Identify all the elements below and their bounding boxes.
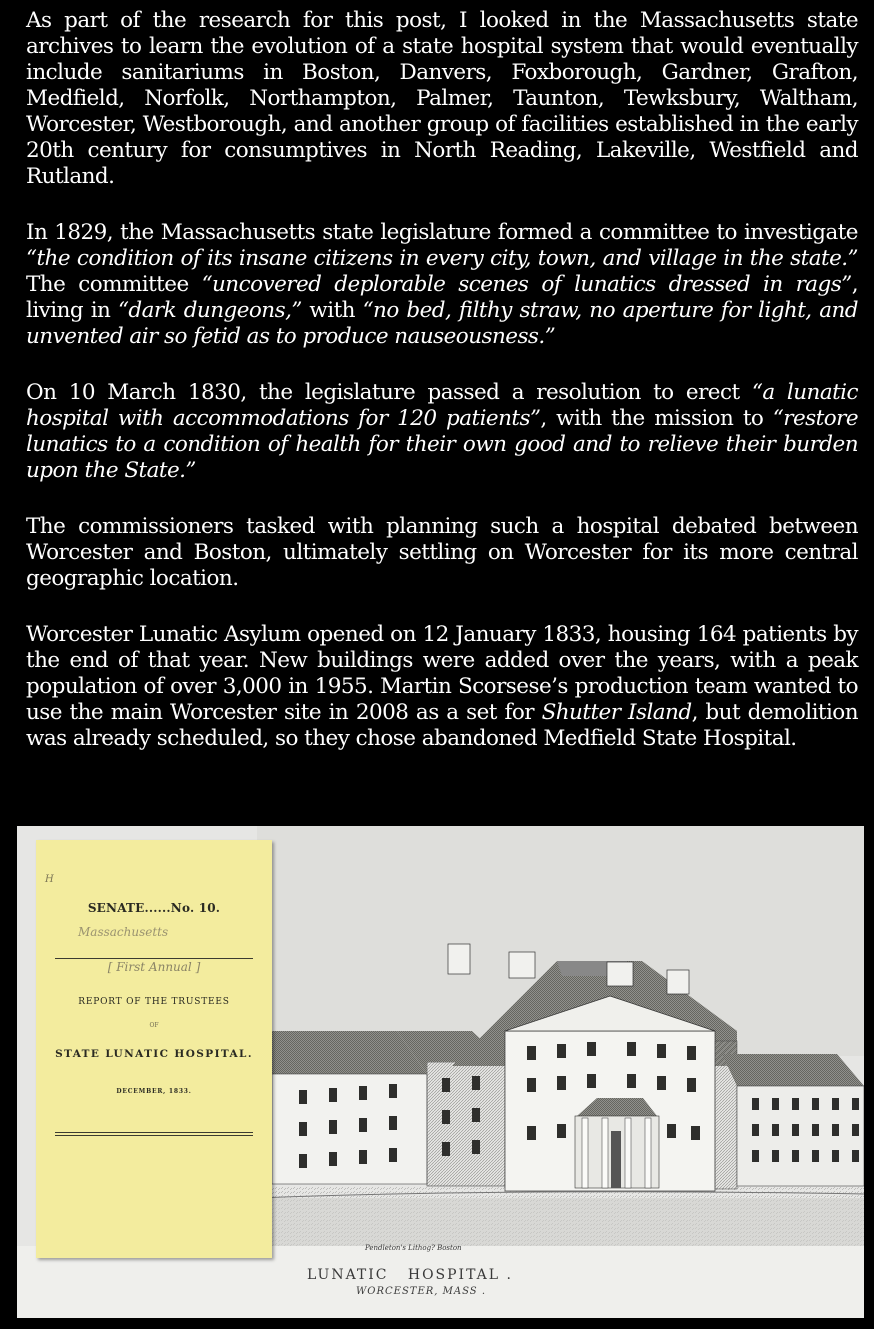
paragraph-commissioners xyxy=(26,514,858,592)
report-of: OF xyxy=(149,1022,159,1029)
engraving-subtitle: WORCESTER, MASS . xyxy=(356,1286,487,1297)
corner-mark: H xyxy=(45,874,54,885)
text-run: Worcester Lunatic Asylum opened on 12 January 1833, housing 164 patients by the end of that year. New buildings were added over the years, with a peak population of over 3,000 in 1955. Martin Scorsese’s production team wanted to use the main Worcester site in 2008 as a set for xyxy=(26,622,858,725)
quote: “a lunatic hospital with accommodations for 120 patients” xyxy=(26,380,858,431)
historical-figure xyxy=(17,826,864,1318)
paragraph-archives xyxy=(26,8,858,190)
text-run: with xyxy=(301,298,363,323)
handwritten-state: Massachusetts xyxy=(78,925,169,939)
text-run: , living in xyxy=(26,272,858,323)
report-title: REPORT OF THE TRUSTEES xyxy=(78,997,230,1007)
text-run: In 1829, the Massachusetts state legislature formed a committee to investigate xyxy=(26,220,858,245)
report-date: DECEMBER, 1833. xyxy=(116,1088,192,1095)
paragraph-commissioners-text: The commissioners tasked with planning such a hospital debated between Worcester and Boston, ultimately settling on Worcester for its more central geographic location. xyxy=(26,514,858,591)
divider-rule xyxy=(55,1135,253,1136)
paragraph-1829 xyxy=(26,220,858,350)
text-run: On 10 March 1830, the legislature passed a resolution to erect xyxy=(26,380,752,405)
paragraph-archives-text: As part of the research for this post, I looked in the Massachusetts state archives to learn the evolution of a state hospital system that would eventually include sanitariums in Boston, Danvers, Foxborough, Gardner, Grafton, Medfield, Norfolk, Northampton, Palmer, Taunton, Tewksbury, Waltham, Worcester, Westborough, and another group of facilities established in the early 20th century for consumptives in North Reading, Lakeville, Westfield and Rutland. xyxy=(26,8,858,189)
text-run: The committee xyxy=(26,272,202,297)
divider-rule xyxy=(55,1132,253,1133)
paragraph-opening xyxy=(26,622,858,752)
text-run: , but demolition was already scheduled, so they chose abandoned Medfield State Hospital. xyxy=(26,700,858,751)
hospital-name: STATE LUNATIC HOSPITAL. xyxy=(55,1048,253,1060)
quote: “the condition of its insane citizens in every city, town, and village in the state.” xyxy=(26,246,858,271)
senate-number: SENATE......No. 10. xyxy=(87,901,221,915)
article-body xyxy=(26,8,858,782)
handwritten-annual: [ First Annual ] xyxy=(107,960,201,974)
printer-credit: Pendleton's Lithog? Boston xyxy=(365,1244,462,1252)
quote: “uncovered deplorable scenes of lunatics dressed in rags” xyxy=(201,272,852,297)
divider-rule xyxy=(55,958,253,959)
text-run: , with the mission to xyxy=(540,406,773,431)
paragraph-1830 xyxy=(26,380,858,484)
quote: “restore lunatics to a condition of health for their own good and to relieve their burden upon the State.” xyxy=(26,406,858,483)
quote: “dark dungeons,” xyxy=(117,298,302,323)
film-title: Shutter Island xyxy=(541,700,692,725)
engraving-title: LUNATIC HOSPITAL . xyxy=(307,1267,513,1283)
senate-report-cover xyxy=(36,840,272,1258)
quote: “no bed, filthy straw, no aperture for light, and unvented air so fetid as to produce nauseousness.” xyxy=(26,298,858,349)
